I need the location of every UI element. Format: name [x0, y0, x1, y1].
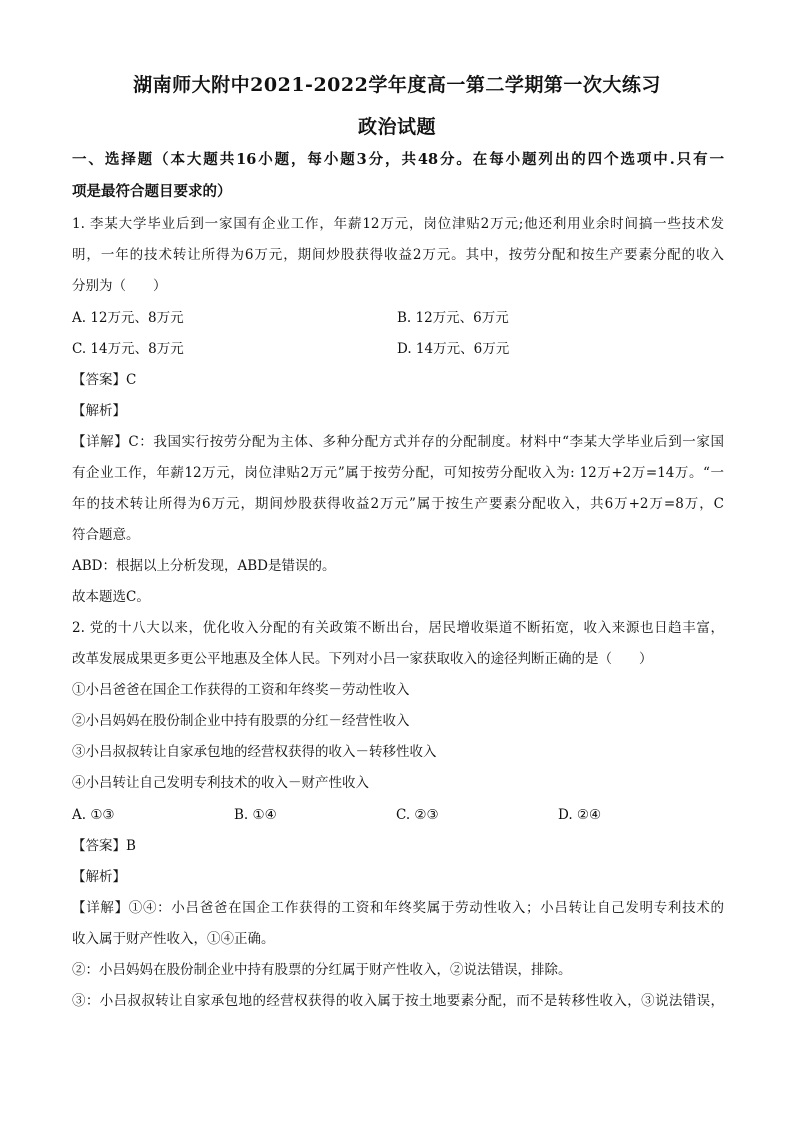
q1-detail-line6: 故本题选C。 [72, 589, 150, 605]
q1-detail-line2: 有企业工作，年薪12万元，岗位津贴2万元”属于按劳分配，可知按劳分配收入为: 12万+2万=14万。“一 [72, 465, 724, 481]
q2-item-1: ①小吕爸爸在国企工作获得的工资和年终奖－劳动性收入 [72, 682, 410, 698]
q2-detail-line3: ②：小吕妈妈在股份制企业中持有股票的分红属于财产性收入，②说法错误，排除。 [72, 962, 572, 978]
q1-detail-line5: ABD：根据以上分析发现，ABD是错误的。 [72, 558, 336, 574]
q1-option-b: B. 12万元、6万元 [397, 310, 509, 326]
q1-answer: 【答案】C [72, 372, 137, 388]
page-subtitle: 政治试题 [357, 116, 436, 138]
q2-stem-line2: 改革发展成果更多更公平地惠及全体人民。下列对小吕一家获取收入的途径判断正确的是（ ） [72, 651, 653, 667]
q2-item-2: ②小吕妈妈在股份制企业中持有股票的分红－经营性收入 [72, 713, 410, 729]
q1-stem-line3: 分别为（ ） [72, 278, 167, 294]
q1-stem-line1: 1. 李某大学毕业后到一家国有企业工作，年薪12万元，岗位津贴2万元;他还利用业余时间搞一些技术发 [72, 216, 724, 232]
q1-detail-line4: 符合题意。 [72, 527, 140, 543]
q1-detail-line1: 【详解】C：我国实行按劳分配为主体、多种分配方式并存的分配制度。材料中“李某大学毕业后到一家国 [72, 434, 724, 450]
q2-option-d: D. ②④ [558, 807, 602, 823]
q2-option-c: C. ②③ [396, 807, 439, 823]
q2-detail-line4: ③：小吕叔叔转让自家承包地的经营权获得的收入属于按土地要素分配，而不是转移性收入，③说法错误， [72, 993, 724, 1009]
q2-option-b: B. ①④ [234, 807, 277, 823]
q2-item-4: ④小吕转让自己发明专利技术的收入－财产性收入 [72, 775, 369, 791]
q1-option-a: A. 12万元、8万元 [72, 310, 184, 326]
q2-detail-line1: 【详解】①④：小吕爸爸在国企工作获得的工资和年终奖属于劳动性收入；小吕转让自己发明专利技术的 [72, 900, 724, 916]
q2-analysis-label: 【解析】 [72, 869, 126, 885]
section-heading-line2: 项是最符合题目要求的） [72, 183, 232, 200]
q1-detail-line3: 年的技术转让所得为6万元，期间炒股获得收益2万元”属于按生产要素分配收入，共6万+2万=8万，C [72, 496, 724, 512]
section-heading-line1: 一、选择题（本大题共16小题，每小题3分，共48分。在每小题列出的四个选项中.只有一 [72, 151, 724, 168]
q2-stem-line1: 2. 党的十八大以来，优化收入分配的有关政策不断出台，居民增收渠道不断拓宽，收入来源也日趋丰富， [72, 620, 724, 636]
q2-item-3: ③小吕叔叔转让自家承包地的经营权获得的收入－转移性收入 [72, 744, 437, 760]
q1-option-d: D. 14万元、6万元 [397, 341, 510, 357]
q1-analysis-label: 【解析】 [72, 403, 126, 419]
q2-answer: 【答案】B [72, 838, 136, 854]
q2-detail-line2: 收入属于财产性收入，①④正确。 [72, 931, 275, 947]
page-title: 湖南师大附中2021-2022学年度高一第二学期第一次大练习 [133, 74, 661, 96]
q2-option-a: A. ①③ [72, 807, 115, 823]
q1-stem-line2: 明，一年的技术转让所得为6万元，期间炒股获得收益2万元。其中，按劳分配和按生产要素分配的收入 [72, 247, 724, 263]
q1-option-c: C. 14万元、8万元 [72, 341, 184, 357]
